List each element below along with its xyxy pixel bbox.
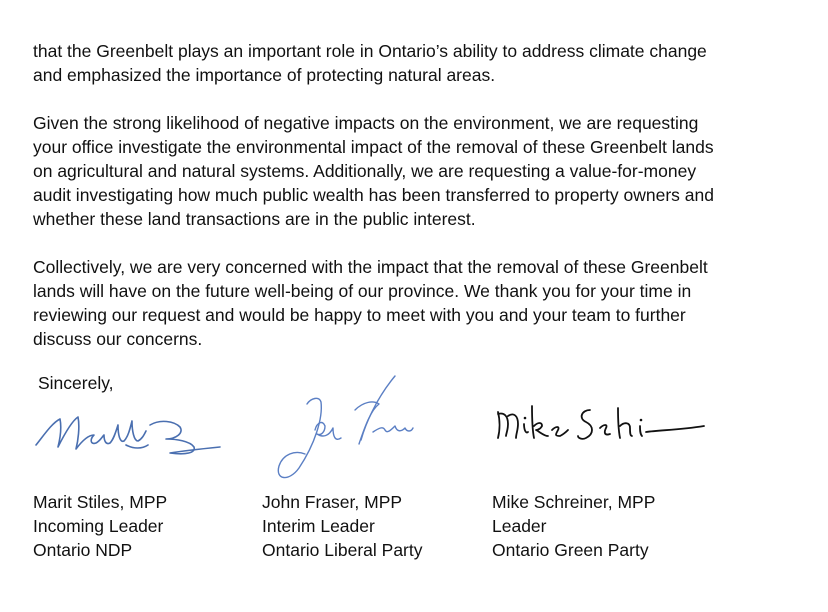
signature-mike-schreiner bbox=[490, 400, 710, 450]
paragraph-line: Given the strong likelihood of negative impacts on the environment, we are requesting bbox=[33, 113, 699, 133]
paragraph-line: reviewing our request and would be happy to meet with you and your team to further bbox=[33, 305, 686, 325]
closing: Sincerely, bbox=[38, 373, 114, 393]
paragraph-line: audit investigating how much public wealth has been transferred to property owners and bbox=[33, 185, 714, 205]
paragraph-line: Collectively, we are very concerned with the impact that the removal of these Greenbelt bbox=[33, 257, 708, 277]
paragraph-concerns bbox=[33, 255, 823, 351]
paragraph-line: discuss our concerns. bbox=[33, 329, 203, 349]
paragraph-line: on agricultural and natural systems. Additionally, we are requesting a value-for-money bbox=[33, 161, 697, 181]
signatory-title: Incoming Leader bbox=[33, 516, 164, 536]
signature-john-fraser bbox=[255, 370, 415, 490]
paragraph-request bbox=[33, 111, 823, 231]
signatory-title: Interim Leader bbox=[262, 516, 375, 536]
paragraph-line: your office investigate the environmental impact of the removal of these Greenbelt lands bbox=[33, 137, 714, 157]
paragraph-greenbelt-role bbox=[33, 39, 823, 87]
signatory-party: Ontario NDP bbox=[33, 540, 133, 560]
paragraph-line: lands will have on the future well-being of our province. We thank you for your time in bbox=[33, 281, 692, 301]
paragraph-line: that the Greenbelt plays an important role in Ontario’s ability to address climate change bbox=[33, 41, 707, 61]
signatory-block-fraser bbox=[262, 490, 423, 562]
signatory-name: Mike Schreiner, MPP bbox=[492, 492, 656, 512]
signatory-block-schreiner bbox=[492, 490, 655, 562]
paragraph-line: whether these land transactions are in the public interest. bbox=[33, 209, 476, 229]
signatory-name: Marit Stiles, MPP bbox=[33, 492, 168, 512]
signatory-party: Ontario Green Party bbox=[492, 540, 649, 560]
signatory-party: Ontario Liberal Party bbox=[262, 540, 423, 560]
signatory-block-stiles bbox=[33, 490, 167, 562]
signatory-title: Leader bbox=[492, 516, 547, 536]
signatory-name: John Fraser, MPP bbox=[262, 492, 403, 512]
paragraph-line: and emphasized the importance of protecting natural areas. bbox=[33, 65, 496, 85]
signature-marit-stiles bbox=[30, 405, 230, 465]
